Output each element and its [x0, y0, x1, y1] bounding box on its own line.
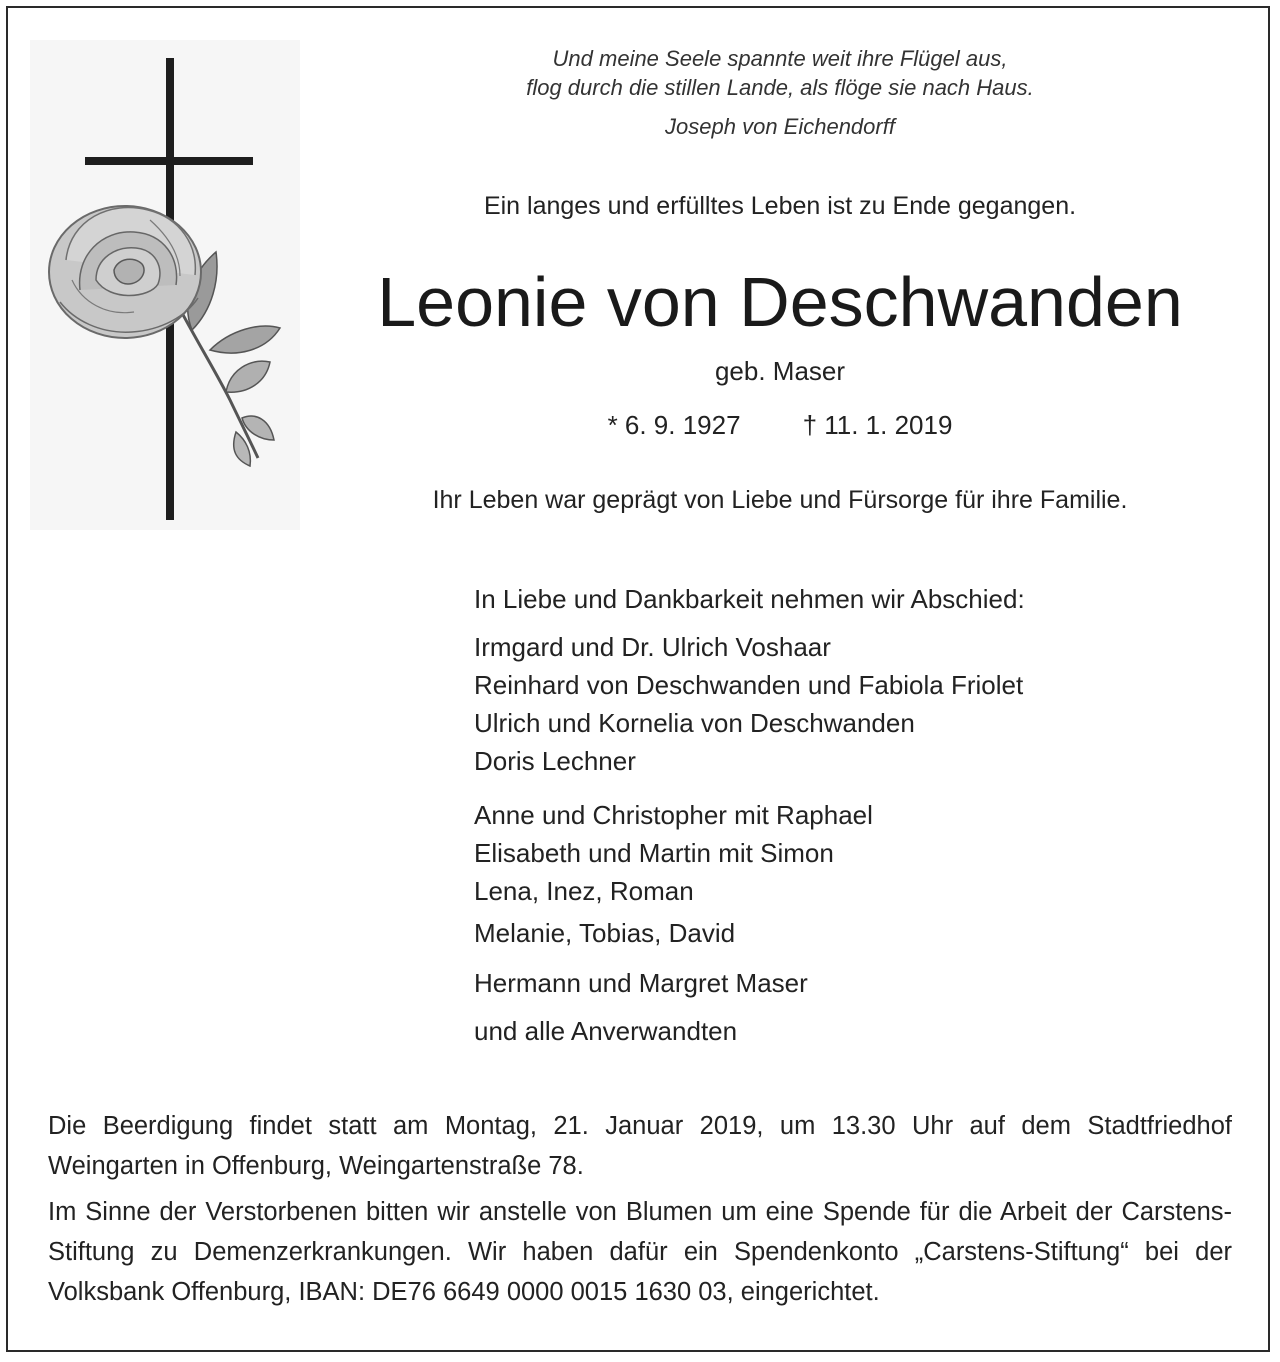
cross-with-rose-icon — [30, 40, 300, 530]
death-date: † 11. 1. 2019 — [802, 410, 953, 440]
list-item: Hermann und Margret Maser — [474, 968, 808, 998]
quote-author: Joseph von Eichendorff — [665, 114, 895, 139]
quote-line-1: Und meine Seele spannte weit ihre Flügel aus, — [552, 46, 1008, 71]
list-item: Melanie, Tobias, David — [474, 918, 736, 948]
life-dates — [330, 410, 1230, 441]
quote-line-2: flog durch die stillen Lande, als flöge sie nach Haus. — [526, 75, 1034, 100]
list-item: Elisabeth und Martin mit Simon — [474, 838, 834, 868]
donation-info: Im Sinne der Verstorbenen bitten wir anstelle von Blumen um eine Spende für die Arbeit der Carstens-Stiftung zu Demenzerkrankungen. Wir haben dafür ein Spendenkonto „Carstens-Stiftung“ bei der Volksbank Offenburg, IBAN: DE76 6649 0000 0015 1630 03, eingerichtet. — [48, 1198, 1232, 1306]
list-item: Irmgard und Dr. Ulrich Voshaar — [474, 632, 831, 662]
list-item: Ulrich und Kornelia von Deschwanden — [474, 708, 915, 738]
intro-line: Ein langes und erfülltes Leben ist zu Ende gegangen. — [483, 192, 1077, 220]
mourners-closing: und alle Anverwandten — [474, 1016, 738, 1046]
mourners-children — [474, 628, 1023, 780]
maiden-name: geb. Maser — [714, 356, 846, 386]
mourners-heading: In Liebe und Dankbarkeit nehmen wir Abschied: — [474, 584, 1025, 614]
mourners-grandchildren — [474, 796, 873, 910]
tribute-line: Ihr Leben war geprägt von Liebe und Fürsorge für ihre Familie. — [432, 486, 1128, 514]
list-item: Reinhard von Deschwanden und Fabiola Friolet — [474, 670, 1024, 700]
deceased-name: Leonie von Deschwanden — [377, 263, 1183, 341]
list-item: Doris Lechner — [474, 746, 636, 776]
list-item: Anne und Christopher mit Raphael — [474, 800, 873, 830]
list-item: Lena, Inez, Roman — [474, 876, 694, 906]
funeral-info: Die Beerdigung findet statt am Montag, 21. Januar 2019, um 13.30 Uhr auf dem Stadtfriedhof Weingarten in Offenburg, Weingartenstraße 78. — [48, 1112, 1232, 1180]
birth-date: * 6. 9. 1927 — [607, 410, 741, 440]
